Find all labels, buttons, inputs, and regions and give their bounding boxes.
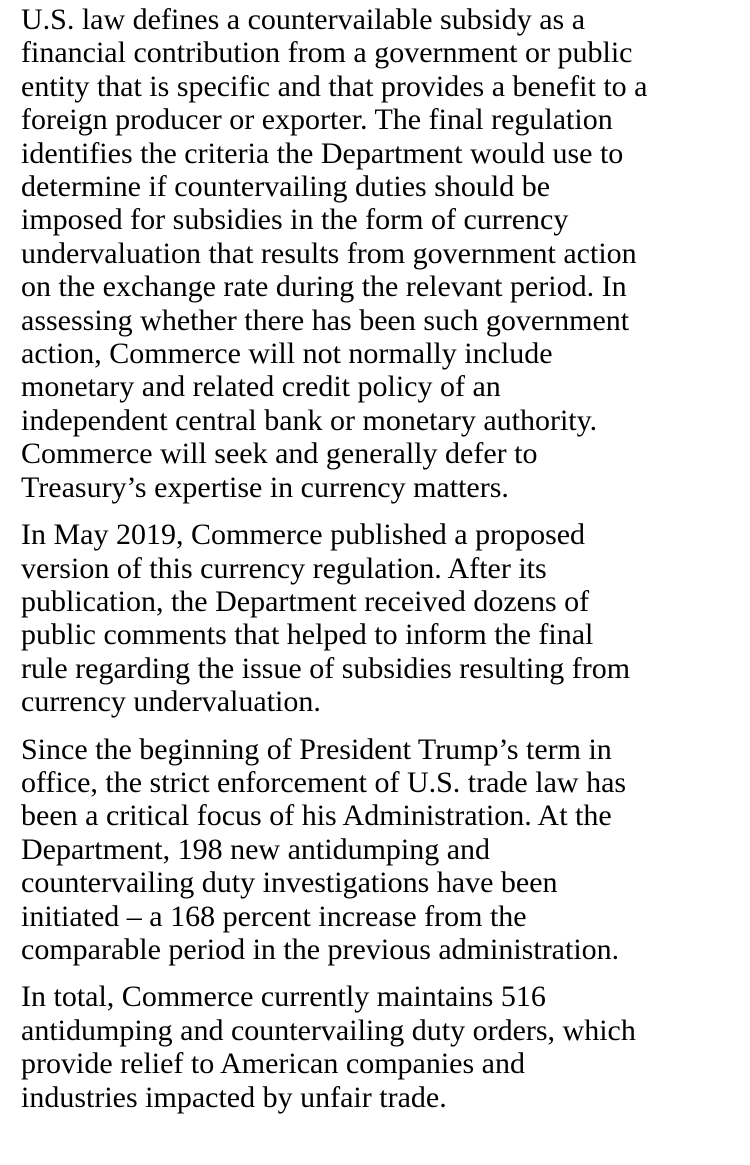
text-line: version of this currency regulation. After its bbox=[21, 551, 547, 585]
text-line: Since the beginning of President Trump’s term in bbox=[21, 732, 612, 766]
text-line: undervaluation that results from government action bbox=[21, 236, 637, 270]
text-line: entity that is specific and that provides a benefit to a bbox=[21, 69, 648, 103]
text-line: provide relief to American companies and bbox=[21, 1047, 525, 1081]
text-line: action, Commerce will not normally include bbox=[21, 337, 553, 371]
text-line: countervailing duty investigations have been bbox=[21, 866, 558, 900]
text-line: rule regarding the issue of subsidies resulting from bbox=[21, 651, 631, 685]
text-line: initiated – a 168 percent increase from the bbox=[21, 899, 527, 933]
text-line: office, the strict enforcement of U.S. trade law has bbox=[21, 765, 627, 799]
text-line: Treasury’s expertise in currency matters. bbox=[21, 470, 509, 504]
text-line: industries impacted by unfair trade. bbox=[21, 1080, 447, 1114]
text-line: In May 2019, Commerce published a proposed bbox=[21, 518, 586, 552]
text-line: Department, 198 new antidumping and bbox=[21, 832, 491, 866]
text-line: financial contribution from a government or public bbox=[21, 36, 633, 70]
text-line: Commerce will seek and generally defer to bbox=[21, 437, 538, 471]
text-line: been a critical focus of his Administration. At the bbox=[21, 799, 612, 833]
text-line: In total, Commerce currently maintains 516 bbox=[21, 980, 546, 1014]
text-line: imposed for subsidies in the form of currency bbox=[21, 203, 569, 237]
text-line: public comments that helped to inform the final bbox=[21, 618, 594, 652]
text-line: identifies the criteria the Department would use to bbox=[21, 136, 624, 170]
text-line: currency undervaluation. bbox=[21, 685, 321, 719]
text-line: determine if countervailing duties should be bbox=[21, 170, 551, 204]
text-line: monetary and related credit policy of an bbox=[21, 370, 501, 404]
text-line: foreign producer or exporter. The final regulation bbox=[21, 103, 613, 137]
paragraph-trade-enforcement bbox=[21, 733, 740, 967]
text-line: assessing whether there has been such government bbox=[21, 303, 630, 337]
text-line: antidumping and countervailing duty orders, which bbox=[21, 1013, 636, 1047]
text-line: on the exchange rate during the relevant period. In bbox=[21, 270, 627, 304]
paragraph-countervailable-subsidy bbox=[21, 3, 740, 504]
text-line: comparable period in the previous administration. bbox=[21, 932, 620, 966]
paragraph-proposed-regulation bbox=[21, 518, 740, 718]
text-line: publication, the Department received dozens of bbox=[21, 584, 590, 618]
text-line: U.S. law defines a countervailable subsidy as a bbox=[21, 3, 586, 36]
paragraph-duty-orders bbox=[21, 980, 740, 1114]
text-line: independent central bank or monetary authority. bbox=[21, 403, 598, 437]
